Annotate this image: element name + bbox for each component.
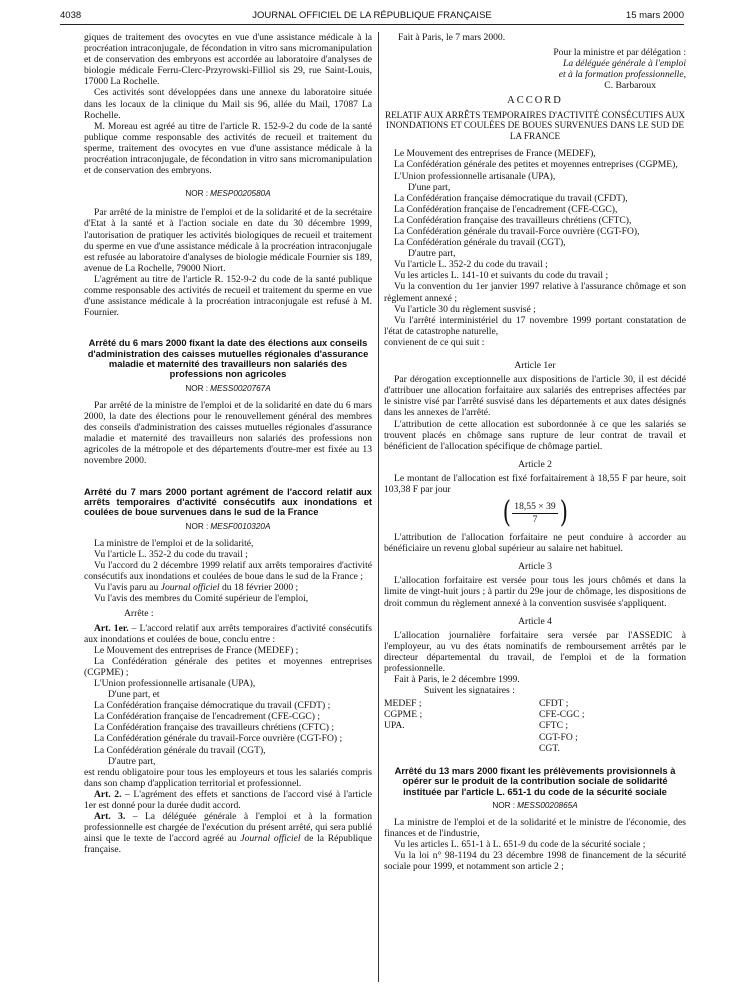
paragraph: Vu les articles L. 651-1 à L. 651-9 du code de la sécurité sociale ; bbox=[394, 839, 646, 851]
list-item: D'autre part, bbox=[408, 248, 456, 260]
list-item: La Confédération générale du travail-Force ouvrière (CGT-FO) ; bbox=[94, 733, 343, 745]
accord-heading: ACCORD bbox=[507, 95, 563, 107]
article-heading: Article 1er bbox=[514, 360, 556, 372]
nor-reference: NOR : MESP0020580A bbox=[185, 189, 271, 199]
paragraph: est rendu obligatoire pour tous les employeurs et tous les salariés compris dans son champ d'application territorial et professionnel. bbox=[84, 766, 372, 789]
arrete-heading: Arrête : bbox=[124, 608, 154, 620]
signatory-name: C. Barbaroux bbox=[604, 80, 656, 92]
list-item: L'Union professionnelle artisanale (UPA), bbox=[94, 677, 256, 689]
signatories-heading: Suivent les signataires : bbox=[424, 685, 515, 697]
paragraph: M. Moreau est agréé au titre de l'article R. 152-9-2 du code de la santé publique comme responsable des activités de recueil et traitement du sperme, traitement des ovocytes en vue d'une assistance médicale à la procréation intraconjugale, de fécondation in vitro sans micromanipulation et de conservation des embryons. bbox=[84, 120, 372, 177]
decree-title: Arrêté du 7 mars 2000 portant agrément de l'accord relatif aux arrêts temporaires d'activité consécutifs aux inondations et coulées de boue survenues dans le sud de la France bbox=[84, 485, 372, 518]
article-heading: Article 3 bbox=[518, 561, 552, 573]
list-item: Vu les articles L. 141-10 et suivants du code du travail ; bbox=[394, 270, 609, 282]
list-item: La Confédération générale du travail (CGT), bbox=[394, 237, 566, 249]
list-item: D'une part, bbox=[408, 181, 451, 193]
paragraph: Vu l'accord du 2 décembre 1999 relatif aux arrêts temporaires d'activité consécutifs aux inondations et coulées de boue dans le sud de la France ; bbox=[84, 560, 372, 583]
column-divider bbox=[378, 32, 379, 982]
accord-subtitle: RELATIF AUX ARRÊTS TEMPORAIRES D'ACTIVITÉ CONSÉCUTIFS AUX INONDATIONS ET COULÉES DE BOUES SURVENUES DANS LE SUD DE LA FRANCE bbox=[384, 109, 686, 141]
paragraph: Par dérogation exceptionnelle aux dispositions de l'article 30, il est décidé d'attribuer une allocation forfaitaire aux salariés des entreprises affectées par le sinistre visé par l'arrêté susvisé dans les départements et aux dates désignés dans les annexes de l'arrêté. bbox=[384, 374, 686, 419]
article-heading: Article 4 bbox=[518, 615, 552, 627]
page-number: 4038 bbox=[60, 10, 82, 21]
issue-date: 15 mars 2000 bbox=[625, 10, 684, 21]
right-column bbox=[384, 32, 686, 984]
decree-title: Arrêté du 13 mars 2000 fixant les prélèvements provisionnels à opérer sur le produit de la contribution sociale de solidarité instituée par l'article L. 651-1 du code de la sécurité sociale bbox=[394, 764, 676, 797]
paragraph: Le montant de l'allocation est fixé forfaitairement à 18,55 F par heure, soit 103,38 F par jour bbox=[384, 472, 686, 495]
nor-reference: NOR : MESF0010320A bbox=[185, 521, 271, 531]
list-item: La Confédération française de l'encadrement (CFE-CGC) ; bbox=[94, 711, 321, 723]
paragraph: L'allocation journalière forfaitaire sera versée par l'ASSEDIC à l'employeur, au vu des états nominatifs de remboursement arrêtés par le directeur départemental du travail, de l'emploi et de la formation professionnelle. bbox=[384, 629, 686, 674]
signatory: CFTC ; bbox=[539, 720, 569, 732]
paren-left: ( bbox=[502, 495, 511, 531]
paragraph: Par arrêté de la ministre de l'emploi et de la solidarité et de la secrétaire d'Etat à la santé et à l'action sociale en date du 30 décembre 1999, l'autorisation de pratiquer les activités biologiques de recueil et traitement du sperme en vue d'une assistance médicale à la procréation intraconjugale est refusée au laboratoire d'analyses de biologie médicale Fournier sis 189, avenue de La Rochelle, 79000 Niort. bbox=[84, 207, 372, 274]
list-item: Le Mouvement des entreprises de France (MEDEF), bbox=[394, 148, 596, 160]
article-1: Art. 1er. – L'accord relatif aux arrêts temporaires d'activité consécutifs aux inondations et coulées de boue, conclu entre : bbox=[84, 622, 372, 645]
list-item: La Confédération générale du travail-Force ouvrière (CGT-FO), bbox=[394, 226, 640, 237]
paragraph: L'allocation forfaitaire est versée pour tous les jours chômés et dans la limite de vingt-huit jours ; à partir du 29e jour de chômage, les dispositions de droit commun du règlement annexé à la convention susvisée s'appliquent. bbox=[384, 575, 686, 609]
list-item: La Confédération française démocratique du travail (CFDT), bbox=[394, 192, 628, 204]
list-item: La Confédération française de l'encadrement (CFE-CGC), bbox=[394, 203, 618, 215]
list-item: convienent de ce qui suit : bbox=[384, 336, 485, 348]
paragraph: Ces activités sont développées dans une annexe du laboratoire située dans les locaux de la clinique du Mail sis 96, allée du Mail, 17087 La Rochelle. bbox=[84, 87, 372, 121]
paragraph: Vu l'avis des membres du Comité supérieur de l'emploi, bbox=[94, 593, 309, 605]
list-item: La Confédération générale des petites et moyennes entreprises (CGPME), bbox=[394, 159, 678, 171]
signature-role: La déléguée générale à l'emploi bbox=[562, 58, 686, 70]
list-item: La Confédération française des travailleurs chrétiens (CFTC), bbox=[394, 214, 632, 226]
article-2: Art. 2. – L'agrément des effets et sanctions de l'accord visé à l'article 1er est donné pour la durée dudit accord. bbox=[84, 788, 372, 811]
paragraph: La ministre de l'emploi et de la solidarité et le ministre de l'économie, des finances et de l'industrie, bbox=[384, 817, 686, 840]
list-item: Le Mouvement des entreprises de France (MEDEF) ; bbox=[94, 644, 299, 656]
paragraph: Vu l'article L. 352-2 du code du travail ; bbox=[94, 548, 248, 560]
signatory: UPA. bbox=[384, 720, 405, 732]
paragraph: Vu l'avis paru au Journal officiel du 18 février 2000 ; bbox=[94, 582, 299, 594]
list-item: La Confédération française des travailleurs chrétiens (CFTC) ; bbox=[94, 722, 335, 734]
article-heading: Article 2 bbox=[518, 458, 552, 470]
formula bbox=[384, 495, 686, 531]
article-3: Art. 3. – La déléguée générale à l'emploi et à la formation professionnelle est chargée de l'exécution du présent arrêté, qui sera publié ainsi que le texte de l'accord agréé au Journal officiel de la République française. bbox=[84, 811, 372, 856]
list-item: D'autre part, bbox=[108, 755, 156, 767]
signatory: CGT. bbox=[539, 742, 560, 754]
journal-title: JOURNAL OFFICIEL DE LA RÉPUBLIQUE FRANÇAISE bbox=[252, 10, 492, 21]
paragraph: L'agrément au titre de l'article R. 152-9-2 du code de la santé publique comme responsable des activités de recueil et traitement du sperme en vue d'une assistance médicale à la procréation intraconjugale est refusé à M. Fournier. bbox=[84, 273, 372, 319]
signature-place-date: Fait à Paris, le 2 décembre 1999. bbox=[394, 674, 520, 686]
list-item: Vu l'arrêté interministériel du 17 novembre 1999 portant constatation de l'état de catastrophe naturelle, bbox=[384, 314, 686, 337]
paren-right: ) bbox=[559, 495, 568, 531]
list-item: La Confédération générale du travail (CGT), bbox=[94, 744, 266, 756]
list-item: D'une part, et bbox=[108, 689, 160, 701]
paragraph: L'attribution de cette allocation est subordonnée à ce que les salariés se trouvent placés en chômage sans rupture de leur contrat de travail et bénéficient de l'allocation spécifique de chômage partiel. bbox=[384, 418, 686, 452]
list-item: Vu la convention du 1er janvier 1997 relative à l'assurance chômage et son règlement annexé ; bbox=[384, 281, 686, 304]
signatory: CFE-CGC ; bbox=[539, 709, 585, 721]
signatory: CFDT ; bbox=[539, 698, 569, 710]
signatory: CGT-FO ; bbox=[539, 731, 578, 743]
signatory: MEDEF ; bbox=[384, 698, 422, 710]
signature-for: Pour la ministre et par délégation : bbox=[553, 47, 686, 59]
list-item: L'Union professionnelle artisanale (UPA), bbox=[394, 170, 556, 182]
signatories-list bbox=[384, 698, 686, 753]
nor-reference: NOR : MESS0020767A bbox=[185, 383, 271, 393]
formula-denominator: 7 bbox=[532, 513, 538, 525]
signature-role: et à la formation professionnelle, bbox=[558, 69, 686, 81]
paragraph: Par arrêté de la ministre de l'emploi et de la solidarité en date du 6 mars 2000, la date des élections pour le renouvellement général des membres des conseils d'administration des caisses mutuelles régionales d'assurance maladie et maternité des travailleurs non salariés des professions non agricoles de la métropole et des départements d'outre-mer est fixée au 13 novembre 2000. bbox=[84, 399, 372, 467]
page-header bbox=[60, 10, 684, 25]
paragraph: L'attribution de l'allocation forfaitaire ne peut conduire à accorder au bénéficiaire un revenu global supérieur au salaire net habituel. bbox=[384, 532, 686, 555]
list-item: La Confédération générale des petites et moyennes entreprises (CGPME) ; bbox=[84, 655, 372, 678]
left-column bbox=[84, 32, 372, 984]
list-item: La Confédération française démocratique du travail (CFDT) ; bbox=[94, 700, 331, 712]
formula-numerator: 18,55 × 39 bbox=[514, 501, 556, 513]
nor-reference: NOR : MESS0020865A bbox=[492, 800, 578, 810]
paragraph: La ministre de l'emploi et de la solidarité, bbox=[94, 537, 254, 549]
list-item: Vu l'article 30 du règlement susvisé ; bbox=[394, 303, 536, 315]
decree-title: Arrêté du 6 mars 2000 fixant la date des élections aux conseils d'administration des caisses mutuelles régionales d'assurance maladie et maternité des travailleurs non salariés des professions non agricoles bbox=[87, 337, 369, 380]
signature-place-date: Fait à Paris, le 7 mars 2000. bbox=[398, 32, 506, 43]
list-item: Vu l'article L. 352-2 du code du travail ; bbox=[394, 259, 548, 271]
paragraph: giques de traitement des ovocytes en vue d'une assistance médicale à la procréation intraconjugale, de fécondation in vitro sans micromanipulation et de conservation des embryons est accordée au laboratoire d'analyses de biologie médicale Ferru-Clerc-Przyrowski-Filliol sis 29, rue Saint-Louis, 17000 La Rochelle. bbox=[84, 32, 372, 88]
signatory: CGPME ; bbox=[384, 709, 423, 721]
paragraph: Vu la loi n° 98-1194 du 23 décembre 1998 de financement de la sécurité sociale pour 1999, et notamment son article 2 ; bbox=[384, 850, 686, 873]
